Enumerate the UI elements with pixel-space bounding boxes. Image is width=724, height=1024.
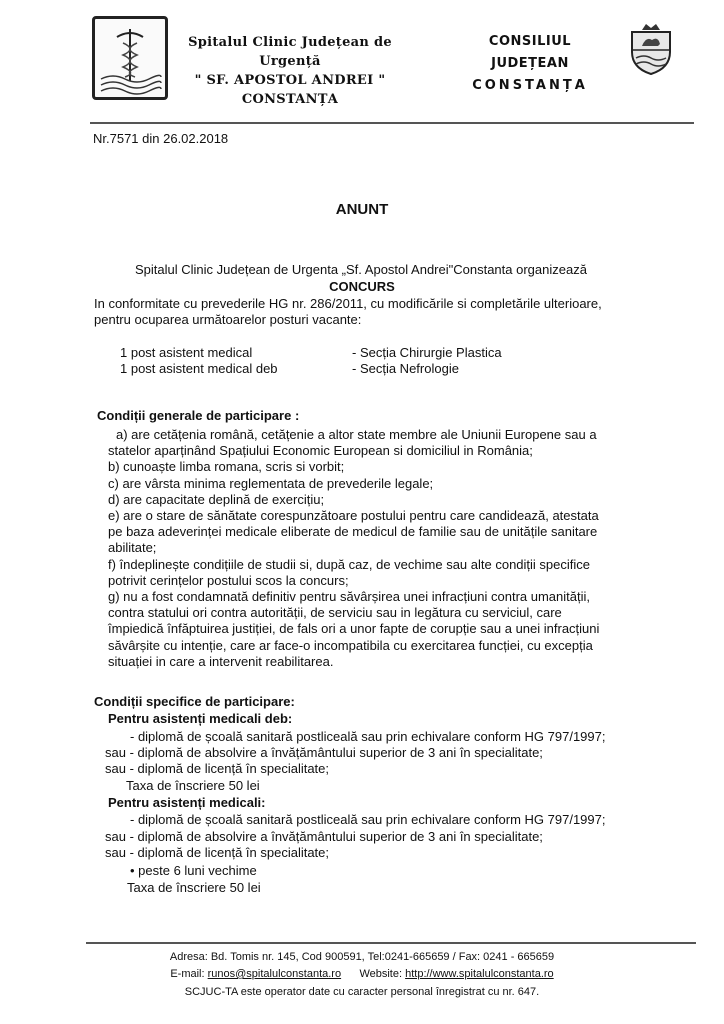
email-label: E-mail: xyxy=(170,968,205,980)
contest-label: CONCURS xyxy=(329,279,395,294)
council-line1: CONSILIUL JUDEȚEAN xyxy=(488,34,572,71)
hospital-name-line1: Spitalul Clinic Județean de Urgență xyxy=(188,35,392,69)
website-label: Website: xyxy=(359,968,403,980)
coat-of-arms-icon xyxy=(628,22,674,76)
condition-line: contra statului ori contra autorității, de serviciu sau in legătura cu serviciul, care xyxy=(108,605,562,621)
specific-conditions-heading: Condiții specifice de participare: xyxy=(94,694,295,709)
caduceus-icon xyxy=(95,19,165,97)
experience-requirement: • peste 6 luni vechime xyxy=(130,863,257,878)
hospital-name xyxy=(170,33,410,109)
condition-line: situației in care a intervenit reabilitarea. xyxy=(108,653,334,669)
post-section: - Secția Chirurgie Plastica xyxy=(352,345,502,360)
hospital-logo xyxy=(92,16,168,100)
intro-line: pentru ocuparea următoarelor posturi vacante: xyxy=(94,312,362,327)
condition-line: statelor aparținând Spațiului Economic European si domiciliul in România; xyxy=(108,443,533,459)
requirement-line: sau - diplomă de absolvire a învățământului superior de 3 ani în specialitate; xyxy=(105,745,543,760)
registration-fee: Taxa de înscriere 50 lei xyxy=(126,778,260,793)
condition-line: g) nu a fost condamnată definitiv pentru săvârșirea unei infracțiuni contra umanității, xyxy=(108,589,590,605)
document-title: ANUNT xyxy=(335,201,389,218)
intro-line: Spitalul Clinic Județean de Urgenta „Sf. Apostol Andrei"Constanta organizează xyxy=(135,262,587,277)
intro-line: In conformitate cu prevederile HG nr. 286/2011, cu modificările si completările ulterioare, xyxy=(94,296,602,311)
condition-line: a) are cetățenia română, cetățenie a altor state membre ale Uniunii Europene sau a xyxy=(116,427,597,442)
general-conditions-list xyxy=(108,427,599,670)
hospital-name-line2: " SF. APOSTOL ANDREI " CONSTANȚA xyxy=(194,73,386,107)
email-link[interactable]: runos@spitalulconstanta.ro xyxy=(207,968,342,980)
footer-operator-note: SCJUC-TA este operator date cu caracter personal înregistrat cu nr. 647. xyxy=(184,986,540,998)
county-coat-of-arms xyxy=(628,22,674,76)
footer-divider xyxy=(86,942,696,944)
condition-line: potrivit cerințelor postului scos la concurs; xyxy=(108,572,349,588)
council-line2: CONSTANȚA xyxy=(472,78,588,93)
requirement-line: - diplomă de școală sanitară postliceală sau prin echivalare conform HG 797/1997; xyxy=(130,812,606,827)
footer-address: Adresa: Bd. Tomis nr. 145, Cod 900591, Tel:0241-665659 / Fax: 0241 - 665659 xyxy=(169,951,555,963)
condition-line: f) îndeplinește condițiile de studii si, după caz, de vechime sau alte condiții specifice xyxy=(108,556,590,572)
requirement-line: sau - diplomă de licență în specialitate; xyxy=(105,845,330,860)
post-position: 1 post asistent medical xyxy=(120,345,253,360)
condition-line: abilitate; xyxy=(108,540,157,556)
condition-line: d) are capacitate deplină de exercițiu; xyxy=(108,491,325,507)
footer-contact xyxy=(0,968,724,980)
condition-line: pe baza adeverinței medicale eliberate de medicul de familie sau de unitățile sanitare xyxy=(108,524,598,540)
requirement-line: sau - diplomă de licență în specialitate; xyxy=(105,761,330,776)
condition-line: împiedică înfăptuirea justiției, de fals ori a unor fapte de corupție sau a unei infracțiuni xyxy=(108,621,600,637)
registration-number: Nr.7571 din 26.02.2018 xyxy=(93,131,229,146)
nurses-heading: Pentru asistenți medicali: xyxy=(108,795,266,810)
requirement-line: - diplomă de școală sanitară postliceală sau prin echivalare conform HG 797/1997; xyxy=(130,729,606,744)
county-council-name xyxy=(465,31,595,97)
condition-line: e) are o stare de sănătate corespunzătoare postului pentru care candidează, atestata xyxy=(108,508,599,524)
requirement-line: sau - diplomă de absolvire a învățământului superior de 3 ani în specialitate; xyxy=(105,829,543,844)
registration-fee: Taxa de înscriere 50 lei xyxy=(127,880,261,895)
deb-nurses-heading: Pentru asistenți medicali deb: xyxy=(108,711,293,726)
post-section: - Secția Nefrologie xyxy=(352,361,459,376)
condition-line: c) are vârsta minima reglementata de prevederile legale; xyxy=(108,475,434,491)
condition-line: b) cunoaște limba romana, scris si vorbit; xyxy=(108,459,345,475)
post-position: 1 post asistent medical deb xyxy=(120,361,278,376)
header-divider xyxy=(90,122,694,124)
website-link[interactable]: http://www.spitalulconstanta.ro xyxy=(405,968,554,980)
general-conditions-heading: Condiții generale de participare : xyxy=(97,408,300,423)
condition-line: săvârșite cu intenție, care ar face-o incompatibila cu exercitarea funcției, cu excepția xyxy=(108,637,593,653)
